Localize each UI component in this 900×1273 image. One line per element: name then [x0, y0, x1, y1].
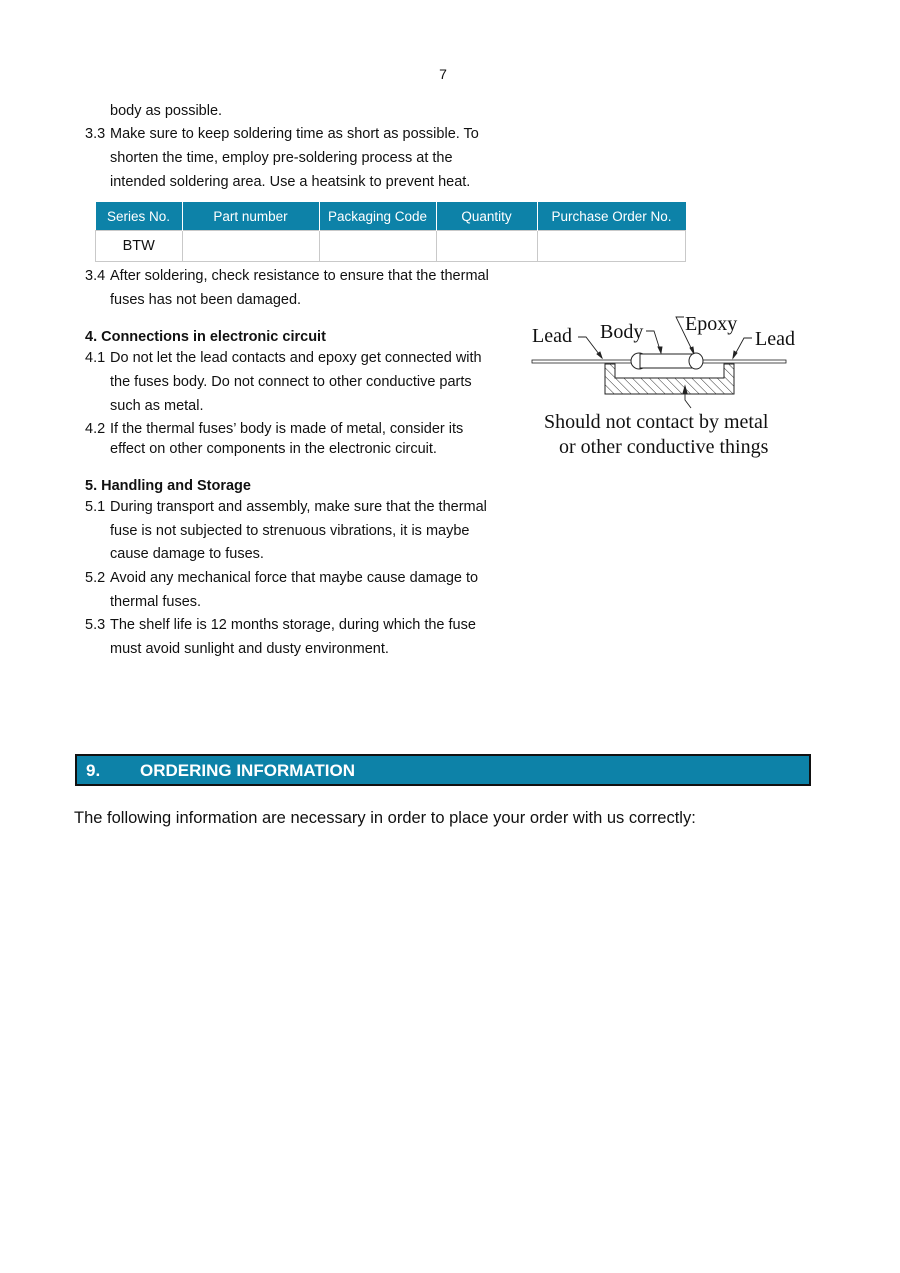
table-header-cell: Purchase Order No.	[537, 202, 686, 231]
item-line: intended soldering area. Use a heatsink to prevent heat.	[110, 174, 471, 190]
item-4-1	[0, 346, 520, 418]
item-line: If the thermal fuses’ body is made of metal, consider its	[110, 421, 464, 437]
label-lead-left: Lead	[532, 325, 572, 347]
item-line: During transport and assembly, make sure that the thermal	[110, 499, 487, 515]
caption-line-2: or other conductive things	[559, 436, 769, 458]
ordering-intro-text: The following information are necessary in order to place your order with us correctly:	[74, 809, 696, 827]
table-header-cell: Packaging Code	[319, 202, 436, 231]
section-4-heading: 4. Connections in electronic circuit	[85, 329, 326, 345]
item-line: cause damage to fuses.	[110, 546, 264, 562]
item-number: 5.2	[85, 570, 106, 586]
fuse-diagram	[528, 308, 798, 464]
table-cell	[182, 231, 319, 262]
table-cell	[319, 231, 436, 262]
item-line: such as metal.	[110, 398, 204, 414]
label-body: Body	[600, 321, 644, 343]
table-cell: BTW	[96, 231, 183, 262]
fuse-body	[631, 353, 703, 369]
item-4-2	[0, 417, 520, 461]
item-line: fuses has not been damaged.	[110, 292, 302, 308]
table-row	[96, 231, 686, 262]
table-header-cell: Series No.	[96, 202, 183, 231]
item-line: Make sure to keep soldering time as short as possible. To	[110, 126, 479, 142]
item-number: 3.3	[85, 126, 106, 142]
table-cell	[537, 231, 686, 262]
item-line: effect on other components in the electronic circuit.	[110, 441, 437, 457]
table-header-row	[96, 202, 686, 231]
item-line: shorten the time, employ pre-soldering process at the	[110, 150, 453, 166]
table-cell	[436, 231, 537, 262]
item-number: 4.1	[85, 350, 106, 366]
continuation-text: body as possible.	[110, 103, 223, 119]
item-line: thermal fuses.	[110, 594, 202, 610]
item-number: 4.2	[85, 421, 106, 437]
item-line: the fuses body. Do not connect to other conductive parts	[110, 374, 472, 390]
item-5-3	[0, 613, 520, 661]
table-header-cell: Part number	[182, 202, 319, 231]
item-5-2	[0, 566, 520, 614]
item-number: 5.3	[85, 617, 106, 633]
label-epoxy: Epoxy	[685, 313, 738, 335]
section-9-header	[75, 754, 811, 786]
page-number: 7	[439, 66, 447, 82]
section-5-heading: 5. Handling and Storage	[85, 478, 251, 494]
item-5-1	[0, 495, 520, 567]
order-table	[95, 202, 686, 262]
item-3-3	[0, 122, 520, 194]
item-line: The shelf life is 12 months storage, during which the fuse	[110, 617, 476, 633]
item-number: 3.4	[85, 268, 106, 284]
label-lead-right: Lead	[755, 328, 795, 350]
item-line: Avoid any mechanical force that maybe cause damage to	[110, 570, 479, 586]
item-3-4	[0, 264, 520, 312]
item-line: After soldering, check resistance to ensure that the thermal	[110, 268, 489, 284]
section-number: 9.	[86, 761, 101, 780]
caption-line-1: Should not contact by metal	[544, 411, 769, 433]
item-number: 5.1	[85, 499, 106, 515]
item-line: Do not let the lead contacts and epoxy get connected with	[110, 350, 482, 366]
item-line: must avoid sunlight and dusty environment.	[110, 641, 389, 657]
table-header-cell: Quantity	[436, 202, 537, 231]
section-title: ORDERING INFORMATION	[140, 761, 356, 780]
item-line: fuse is not subjected to strenuous vibrations, it is maybe	[110, 523, 470, 539]
